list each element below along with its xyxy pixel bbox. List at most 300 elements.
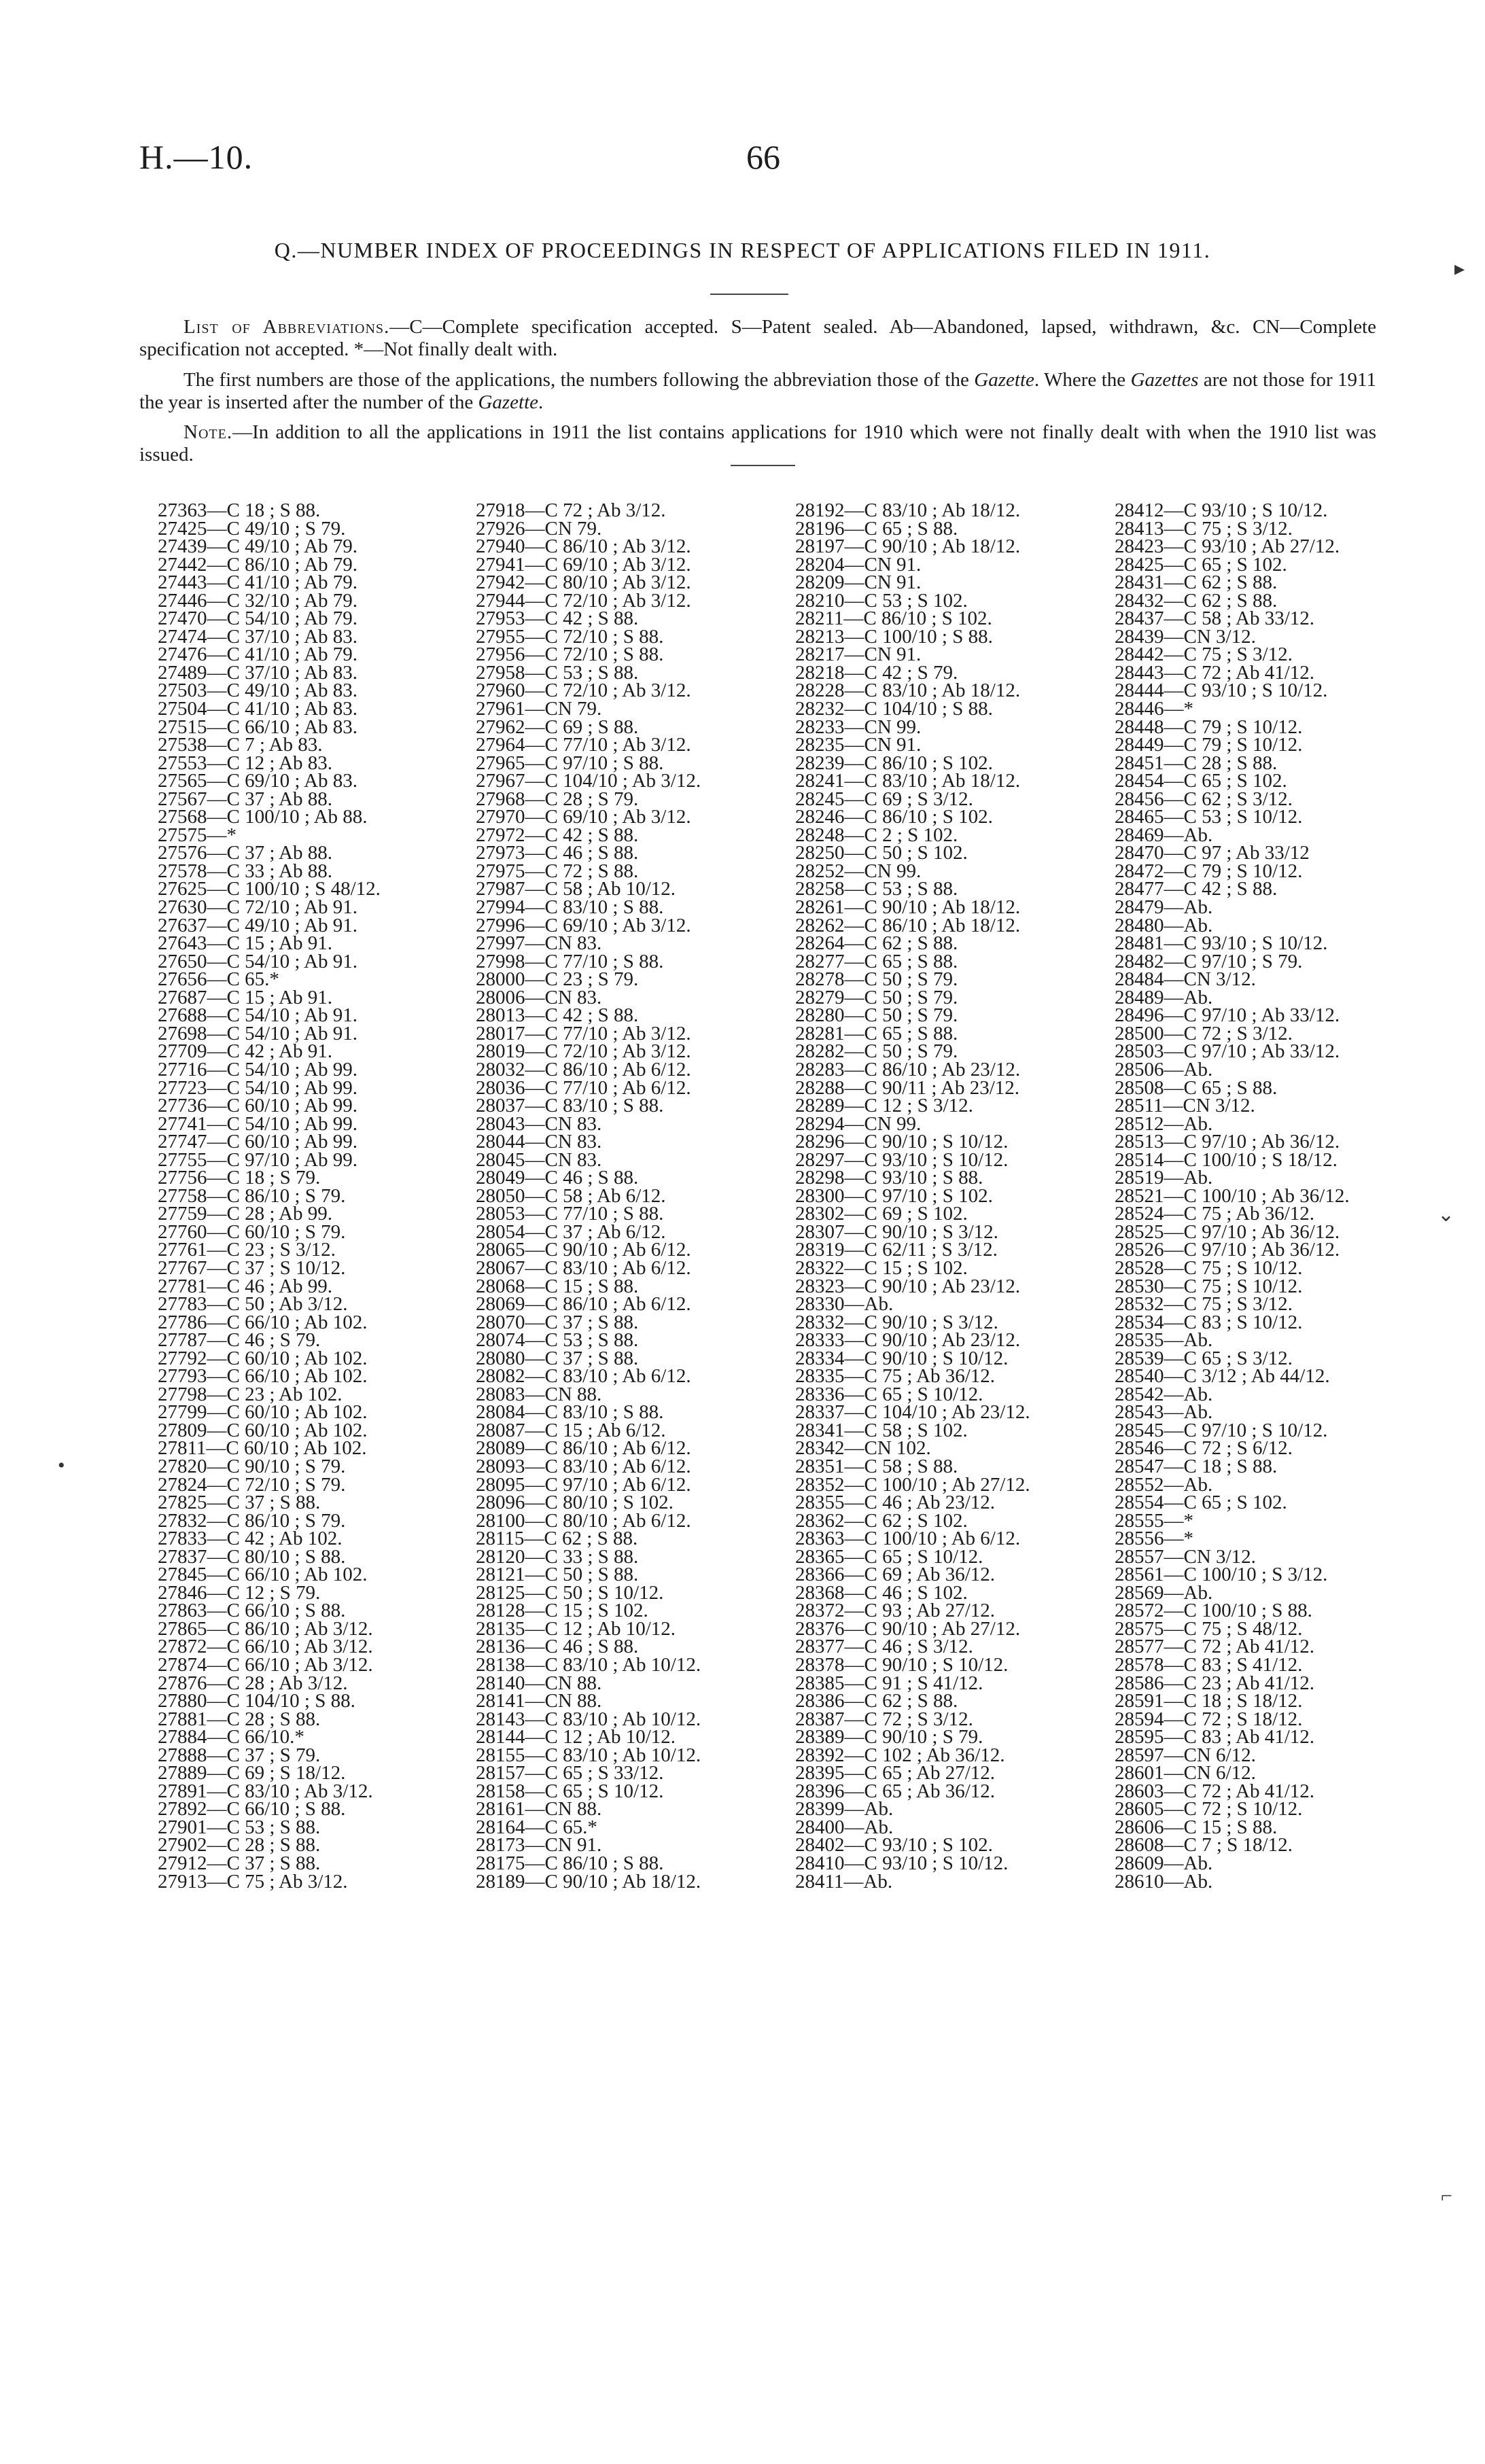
index-entry: 28456—C 62 ; S 3/12. [1115,788,1293,810]
index-column-4 [1115,499,1350,1893]
page-number: 66 [746,138,780,176]
index-entry: 27964—C 77/10 ; Ab 3/12. [476,734,691,756]
index-entry: 28262—C 86/10 ; Ab 18/12. [795,914,1021,936]
index-entry: 28334—C 90/10 ; S 10/12. [795,1347,1009,1369]
index-entry: 28552—Ab. [1115,1473,1213,1496]
index-entry: 28053—C 77/10 ; S 88. [476,1203,664,1225]
index-entry: 28258—C 53 ; S 88. [795,878,958,900]
index-entry: 28432—C 62 ; S 88. [1115,589,1278,612]
index-entry: 27716—C 54/10 ; Ab 99. [158,1058,358,1080]
section-title: Q.—NUMBER INDEX OF PROCEEDINGS IN RESPECT OF APPLICATIONS FILED IN 1911. [274,238,1211,262]
index-entry: 28068—C 15 ; S 88. [476,1275,639,1297]
index-entry: 28413—C 75 ; S 3/12. [1115,517,1293,540]
index-entry: 27767—C 37 ; S 10/12. [158,1256,346,1279]
index-entry: 28506—Ab. [1115,1058,1213,1080]
index-entry: 27786—C 66/10 ; Ab 102. [158,1311,368,1333]
index-entry: 28228—C 83/10 ; Ab 18/12. [795,680,1021,702]
index-entry: 28049—C 46 ; S 88. [476,1167,639,1189]
index-entry: 28519—Ab. [1115,1167,1213,1189]
index-entry: 27538—C 7 ; Ab 83. [158,734,323,756]
abbreviations-label: List of Abbreviations. [184,316,390,338]
index-entry: 28136—C 46 ; S 88. [476,1636,639,1658]
index-entry: 27439—C 49/10 ; Ab 79. [158,535,358,558]
index-entry: 28248—C 2 ; S 102. [795,824,958,846]
note-label: Note. [184,421,233,443]
index-entry: 27820—C 90/10 ; S 79. [158,1455,346,1477]
index-entry: 28017—C 77/10 ; Ab 3/12. [476,1022,691,1044]
index-entry: 27575—* [158,824,237,846]
index-entry: 28542—Ab. [1115,1383,1213,1405]
index-entry: 28044—CN 83. [476,1131,602,1153]
index-entry: 28410—C 93/10 ; S 10/12. [795,1852,1009,1875]
index-entry: 27975—C 72 ; S 88. [476,860,639,882]
index-entry: 28332—C 90/10 ; S 3/12. [795,1311,998,1333]
index-entry: 27756—C 18 ; S 79. [158,1167,321,1189]
index-entry: 27798—C 23 ; Ab 102. [158,1383,343,1405]
index-entry: 28300—C 97/10 ; S 102. [795,1184,993,1207]
index-entry: 28365—C 65 ; S 10/12. [795,1545,983,1568]
index-entry: 28294—CN 99. [795,1112,922,1135]
index-entry: 28037—C 83/10 ; S 88. [476,1095,664,1117]
index-entry: 28451—C 28 ; S 88. [1115,752,1278,774]
index-entry: 27787—C 46 ; S 79. [158,1329,321,1352]
index-entry: 28610—Ab. [1115,1870,1213,1893]
index-entry: 28423—C 93/10 ; Ab 27/12. [1115,535,1340,558]
index-entry: 27825—C 37 ; S 88. [158,1492,321,1514]
index-entry: 27630—C 72/10 ; Ab 91. [158,896,358,919]
index-entry: 28472—C 79 ; S 10/12. [1115,860,1303,882]
index-entry: 28446—* [1115,698,1193,720]
index-entry: 27912—C 37 ; S 88. [158,1852,321,1875]
index-entry: 28204—CN 91. [795,553,922,576]
index-entry: 27953—C 42 ; S 88. [476,608,639,630]
index-entry: 28082—C 83/10 ; Ab 6/12. [476,1365,691,1388]
index-entry: 27876—C 28 ; Ab 3/12. [158,1672,348,1694]
index-entry: 28155—C 83/10 ; Ab 10/12. [476,1744,701,1766]
index-entry: 27760—C 60/10 ; S 79. [158,1220,346,1243]
gazette-note-paragraph [139,369,1376,414]
index-entry: 27996—C 69/10 ; Ab 3/12. [476,914,691,936]
index-entry: 28043—CN 83. [476,1112,602,1135]
gazette-note-text: are not those for 1911 the year is inserted after the number of the [139,369,1376,413]
index-entry: 28500—C 72 ; S 3/12. [1115,1022,1293,1044]
index-entry: 28000—C 23 ; S 79. [476,968,639,991]
title-divider [710,294,788,295]
index-entry: 27962—C 69 ; S 88. [476,716,639,738]
index-entry: 28481—C 93/10 ; S 10/12. [1115,932,1328,955]
index-entry: 27987—C 58 ; Ab 10/12. [476,878,676,900]
index-entry: 28557—CN 3/12. [1115,1545,1256,1568]
index-entry: 27961—CN 79. [476,698,602,720]
index-entry: 28096—C 80/10 ; S 102. [476,1492,674,1514]
index-entry: 27880—C 104/10 ; S 88. [158,1690,355,1712]
index-column-3 [795,499,1030,1893]
index-entry: 28296—C 90/10 ; S 10/12. [795,1131,1009,1153]
index-entry: 28575—C 75 ; S 48/12. [1115,1617,1303,1640]
index-entry: 27442—C 86/10 ; Ab 79. [158,553,358,576]
index-entry: 28297—C 93/10 ; S 10/12. [795,1148,1009,1171]
index-entry: 27781—C 46 ; Ab 99. [158,1275,332,1297]
index-entry: 28525—C 97/10 ; Ab 36/12. [1115,1220,1340,1243]
index-entry: 27967—C 104/10 ; Ab 3/12. [476,770,701,792]
index-entry: 28597—CN 6/12. [1115,1744,1256,1766]
gazette-note-text: . [538,391,544,413]
index-entry: 27761—C 23 ; S 3/12. [158,1239,336,1261]
index-entry: 27637—C 49/10 ; Ab 91. [158,914,358,936]
index-column-1 [158,499,381,1893]
index-entry: 28323—C 90/10 ; Ab 23/12. [795,1275,1021,1297]
page-reference: H.—10. [139,138,254,176]
index-entry: 28521—C 100/10 ; Ab 36/12. [1115,1184,1350,1207]
index-entry: 28449—C 79 ; S 10/12. [1115,734,1303,756]
margin-mark: • [58,1454,65,1477]
index-entry: 28218—C 42 ; S 79. [795,661,958,684]
index-entry: 27973—C 46 ; S 88. [476,842,639,864]
intro-divider [731,465,795,466]
index-entry: 27736—C 60/10 ; Ab 99. [158,1095,358,1117]
index-entry: 28448—C 79 ; S 10/12. [1115,716,1303,738]
index-entry: 27944—C 72/10 ; Ab 3/12. [476,589,691,612]
index-entry: 27994—C 83/10 ; S 88. [476,896,664,919]
index-entry: 27874—C 66/10 ; Ab 3/12. [158,1654,373,1676]
margin-mark: ⌄ [1437,1203,1455,1226]
index-entry: 28425—C 65 ; S 102. [1115,553,1287,576]
index-entry: 27998—C 77/10 ; S 88. [476,950,664,972]
index-entry: 27568—C 100/10 ; Ab 88. [158,806,368,828]
index-entry: 27913—C 75 ; Ab 3/12. [158,1870,348,1893]
index-entry: 27997—CN 83. [476,932,602,955]
index-entry: 28437—C 58 ; Ab 33/12. [1115,608,1315,630]
index-entry: 28175—C 86/10 ; S 88. [476,1852,664,1875]
index-entry: 28514—C 100/10 ; S 18/12. [1115,1148,1338,1171]
index-entry: 28377—C 46 ; S 3/12. [795,1636,973,1658]
index-entry: 28477—C 42 ; S 88. [1115,878,1278,900]
index-entry: 28392—C 102 ; Ab 36/12. [795,1744,1005,1766]
index-entry: 28239—C 86/10 ; S 102. [795,752,993,774]
index-entry: 28083—CN 88. [476,1383,602,1405]
index-entry: 28400—Ab. [795,1816,894,1838]
index-entry: 27968—C 28 ; S 79. [476,788,639,810]
index-entry: 27515—C 66/10 ; Ab 83. [158,716,358,738]
gazette-note-text: The first numbers are those of the applications, the numbers following the abbreviation those of the [184,369,975,391]
index-entry: 27956—C 72/10 ; S 88. [476,644,664,666]
index-entry: 28389—C 90/10 ; S 79. [795,1726,983,1748]
margin-mark: ▸ [1454,258,1465,280]
index-entry: 27758—C 86/10 ; S 79. [158,1184,346,1207]
index-entry: 28235—CN 91. [795,734,922,756]
gazette-word: Gazette [974,369,1034,391]
index-entry: 28489—Ab. [1115,986,1213,1008]
index-entry: 27688—C 54/10 ; Ab 91. [158,1004,358,1027]
index-entry: 28120—C 33 ; S 88. [476,1545,639,1568]
index-entry: 28335—C 75 ; Ab 36/12. [795,1365,996,1388]
index-entry: 28366—C 69 ; Ab 36/12. [795,1564,996,1586]
index-entry: 28144—C 12 ; Ab 10/12. [476,1726,676,1748]
index-entry: 28192—C 83/10 ; Ab 18/12. [795,499,1021,521]
index-entry: 28355—C 46 ; Ab 23/12. [795,1492,996,1514]
index-entry: 27470—C 54/10 ; Ab 79. [158,608,358,630]
index-entry: 27504—C 41/10 ; Ab 83. [158,698,358,720]
index-entry: 28480—Ab. [1115,914,1213,936]
index-entry: 27503—C 49/10 ; Ab 83. [158,680,358,702]
index-entry: 28089—C 86/10 ; Ab 6/12. [476,1437,691,1460]
index-entry: 28138—C 83/10 ; Ab 10/12. [476,1654,701,1676]
index-entry: 28233—CN 99. [795,716,922,738]
index-entry: 28496—C 97/10 ; Ab 33/12. [1115,1004,1340,1027]
index-entry: 28337—C 104/10 ; Ab 23/12. [795,1401,1030,1424]
index-entry: 28555—* [1115,1509,1193,1532]
index-entry: 28217—CN 91. [795,644,922,666]
index-entry: 28250—C 50 ; S 102. [795,842,968,864]
index-entry: 28161—CN 88. [476,1798,602,1820]
index-entry: 27809—C 60/10 ; Ab 102. [158,1419,368,1441]
index-entry: 28100—C 80/10 ; Ab 6/12. [476,1509,691,1532]
index-entry: 28050—C 58 ; Ab 6/12. [476,1184,666,1207]
index-entry: 28603—C 72 ; Ab 41/12. [1115,1780,1315,1802]
index-entry: 28241—C 83/10 ; Ab 18/12. [795,770,1021,792]
index-entry: 28157—C 65 ; S 33/12. [476,1762,664,1784]
index-entry: 28135—C 12 ; Ab 10/12. [476,1617,676,1640]
index-entry: 28543—Ab. [1115,1401,1213,1424]
index-entry: 27687—C 15 ; Ab 91. [158,986,332,1008]
index-entry: 28264—C 62 ; S 88. [795,932,958,955]
index-entry: 27650—C 54/10 ; Ab 91. [158,950,358,972]
index-entry: 28385—C 91 ; S 41/12. [795,1672,983,1694]
index-entry: 27709—C 42 ; Ab 91. [158,1040,332,1063]
index-entry: 27960—C 72/10 ; Ab 3/12. [476,680,691,702]
index-entry: 28252—CN 99. [795,860,922,882]
index-entry: 28087—C 15 ; Ab 6/12. [476,1419,666,1441]
index-entry: 28402—C 93/10 ; S 102. [795,1834,993,1856]
index-entry: 27872—C 66/10 ; Ab 3/12. [158,1636,373,1658]
index-entry: 27965—C 97/10 ; S 88. [476,752,664,774]
index-entry: 27832—C 86/10 ; S 79. [158,1509,346,1532]
index-entry: 28479—Ab. [1115,896,1213,919]
index-entry: 27643—C 15 ; Ab 91. [158,932,332,955]
index-entry: 28569—Ab. [1115,1581,1213,1604]
index-entry: 28307—C 90/10 ; S 3/12. [795,1220,998,1243]
index-entry: 27567—C 37 ; Ab 88. [158,788,332,810]
index-entry: 28561—C 100/10 ; S 3/12. [1115,1564,1328,1586]
index-entry: 28336—C 65 ; S 10/12. [795,1383,983,1405]
index-entry: 28341—C 58 ; S 102. [795,1419,968,1441]
index-entry: 28277—C 65 ; S 88. [795,950,958,972]
index-entry: 27698—C 54/10 ; Ab 91. [158,1022,358,1044]
index-entry: 28540—C 3/12 ; Ab 44/12. [1115,1365,1330,1388]
index-entry: 28572—C 100/10 ; S 88. [1115,1600,1312,1622]
index-entry: 28054—C 37 ; Ab 6/12. [476,1220,666,1243]
index-entry: 28115—C 62 ; S 88. [476,1528,638,1550]
index-entry: 27941—C 69/10 ; Ab 3/12. [476,553,691,576]
index-entry: 27846—C 12 ; S 79. [158,1581,321,1604]
index-entry: 28606—C 15 ; S 88. [1115,1816,1278,1838]
index-entry: 28399—Ab. [795,1798,894,1820]
index-entry: 27476—C 41/10 ; Ab 79. [158,644,358,666]
index-entry: 28578—C 83 ; S 41/12. [1115,1654,1303,1676]
index-entry: 28158—C 65 ; S 10/12. [476,1780,664,1802]
index-entry: 27759—C 28 ; Ab 99. [158,1203,332,1225]
index-entry: 28545—C 97/10 ; S 10/12. [1115,1419,1328,1441]
index-entry: 27656—C 65.* [158,968,279,991]
index-entry: 27889—C 69 ; S 18/12. [158,1762,346,1784]
index-entry: 27578—C 33 ; Ab 88. [158,860,332,882]
index-entry: 28396—C 65 ; Ab 36/12. [795,1780,996,1802]
index-entry: 27892—C 66/10 ; S 88. [158,1798,346,1820]
index-entry: 27881—C 28 ; S 88. [158,1708,321,1730]
index-entry: 28444—C 93/10 ; S 10/12. [1115,680,1328,702]
index-entry: 27833—C 42 ; Ab 102. [158,1528,343,1550]
index-entry: 28362—C 62 ; S 102. [795,1509,968,1532]
index-entry: 28095—C 97/10 ; Ab 6/12. [476,1473,691,1496]
index-entry: 28609—Ab. [1115,1852,1213,1875]
index-entry: 28411—Ab. [795,1870,893,1893]
index-entry: 28246—C 86/10 ; S 102. [795,806,993,828]
index-entry: 27901—C 53 ; S 88. [158,1816,321,1838]
index-entry: 27902—C 28 ; S 88. [158,1834,321,1856]
gazette-word: Gazettes [1130,369,1199,391]
index-entry: 28084—C 83/10 ; S 88. [476,1401,664,1424]
index-entry: 27446—C 32/10 ; Ab 79. [158,589,358,612]
index-entry: 28261—C 90/10 ; Ab 18/12. [795,896,1021,919]
index-entry: 28213—C 100/10 ; S 88. [795,625,993,648]
index-entry: 27970—C 69/10 ; Ab 3/12. [476,806,691,828]
index-entry: 27884—C 66/10.* [158,1726,304,1748]
index-entry: 27958—C 53 ; S 88. [476,661,639,684]
index-entry: 28454—C 65 ; S 102. [1115,770,1287,792]
index-entry: 28281—C 65 ; S 88. [795,1022,958,1044]
index-entry: 28319—C 62/11 ; S 3/12. [795,1239,998,1261]
index-entry: 28539—C 65 ; S 3/12. [1115,1347,1293,1369]
index-entry: 28526—C 97/10 ; Ab 36/12. [1115,1239,1340,1261]
index-entry: 27891—C 83/10 ; Ab 3/12. [158,1780,373,1802]
index-entry: 27792—C 60/10 ; Ab 102. [158,1347,368,1369]
index-entry: 28093—C 83/10 ; Ab 6/12. [476,1455,691,1477]
index-entry: 28036—C 77/10 ; Ab 6/12. [476,1076,691,1099]
index-entry: 28278—C 50 ; S 79. [795,968,958,991]
index-entry: 28322—C 15 ; S 102. [795,1256,968,1279]
index-entry: 28372—C 93 ; Ab 27/12. [795,1600,996,1622]
index-entry: 28143—C 83/10 ; Ab 10/12. [476,1708,701,1730]
index-entry: 27443—C 41/10 ; Ab 79. [158,571,358,594]
index-entry: 28280—C 50 ; S 79. [795,1004,958,1027]
index-entry: 28469—Ab. [1115,824,1213,846]
index-entry: 28211—C 86/10 ; S 102. [795,608,992,630]
index-entry: 28503—C 97/10 ; Ab 33/12. [1115,1040,1340,1063]
index-entry: 27723—C 54/10 ; Ab 99. [158,1076,358,1099]
index-entry: 27918—C 72 ; Ab 3/12. [476,499,666,521]
index-entry: 28556—* [1115,1528,1193,1550]
index-entry: 28141—CN 88. [476,1690,602,1712]
index-entry: 28595—C 83 ; Ab 41/12. [1115,1726,1315,1748]
index-entry: 28125—C 50 ; S 10/12. [476,1581,664,1604]
index-entry: 28288—C 90/11 ; Ab 23/12. [795,1076,1020,1099]
index-entry: 27576—C 37 ; Ab 88. [158,842,332,864]
index-entry: 28173—CN 91. [476,1834,602,1856]
index-entry: 28279—C 50 ; S 79. [795,986,958,1008]
index-entry: 28534—C 83 ; S 10/12. [1115,1311,1303,1333]
index-entry: 28378—C 90/10 ; S 10/12. [795,1654,1009,1676]
index-entry: 28395—C 65 ; Ab 27/12. [795,1762,996,1784]
index-entry: 28210—C 53 ; S 102. [795,589,968,612]
index-entry: 28470—C 97 ; Ab 33/12 [1115,842,1310,864]
index-entry: 28465—C 53 ; S 10/12. [1115,806,1303,828]
index-entry: 27865—C 86/10 ; Ab 3/12. [158,1617,373,1640]
index-entry: 28482—C 97/10 ; S 79. [1115,950,1303,972]
index-entry: 27811—C 60/10 ; Ab 102. [158,1437,367,1460]
index-entry: 28511—CN 3/12. [1115,1095,1255,1117]
index-entry: 27741—C 54/10 ; Ab 99. [158,1112,358,1135]
index-entry: 28439—CN 3/12. [1115,625,1256,648]
index-entry: 28547—C 18 ; S 88. [1115,1455,1278,1477]
index-entry: 27972—C 42 ; S 88. [476,824,639,846]
note-paragraph [139,421,1376,466]
index-entry: 28442—C 75 ; S 3/12. [1115,644,1293,666]
index-entry: 27888—C 37 ; S 79. [158,1744,321,1766]
index-entry: 28591—C 18 ; S 18/12. [1115,1690,1303,1712]
index-entry: 28601—CN 6/12. [1115,1762,1256,1784]
index-entry: 28067—C 83/10 ; Ab 6/12. [476,1256,691,1279]
index-column-2 [476,499,701,1893]
index-entry: 27799—C 60/10 ; Ab 102. [158,1401,368,1424]
index-entry: 28594—C 72 ; S 18/12. [1115,1708,1303,1730]
gazette-word: Gazette [478,391,539,413]
index-entry: 28330—Ab. [795,1293,894,1316]
index-entry: 27625—C 100/10 ; S 48/12. [158,878,381,900]
index-entry: 27863—C 66/10 ; S 88. [158,1600,346,1622]
index-entry: 28140—CN 88. [476,1672,602,1694]
index-entry: 27553—C 12 ; Ab 83. [158,752,332,774]
index-entry: 28333—C 90/10 ; Ab 23/12. [795,1329,1021,1352]
index-entry: 28342—CN 102. [795,1437,931,1460]
index-entry: 28376—C 90/10 ; Ab 27/12. [795,1617,1021,1640]
index-entry: 28363—C 100/10 ; Ab 6/12. [795,1528,1021,1550]
index-entry: 28070—C 37 ; S 88. [476,1311,639,1333]
index-entry: 28197—C 90/10 ; Ab 18/12. [795,535,1021,558]
index-entry: 27824—C 72/10 ; S 79. [158,1473,346,1496]
index-entry: 28164—C 65.* [476,1816,597,1838]
index-entry: 28302—C 69 ; S 102. [795,1203,968,1225]
index-entry: 27926—CN 79. [476,517,602,540]
index-entry: 28282—C 50 ; S 79. [795,1040,958,1063]
index-entry: 28245—C 69 ; S 3/12. [795,788,973,810]
index-entry: 28189—C 90/10 ; Ab 18/12. [476,1870,701,1893]
index-entry: 28412—C 93/10 ; S 10/12. [1115,499,1328,521]
index-entry: 28535—Ab. [1115,1329,1213,1352]
index-entry: 27565—C 69/10 ; Ab 83. [158,770,358,792]
index-entry: 28387—C 72 ; S 3/12. [795,1708,973,1730]
index-entry: 28546—C 72 ; S 6/12. [1115,1437,1293,1460]
index-entry: 28530—C 75 ; S 10/12. [1115,1275,1303,1297]
index-entry: 27940—C 86/10 ; Ab 3/12. [476,535,691,558]
abbreviations-paragraph [139,316,1376,361]
index-entry: 28065—C 90/10 ; Ab 6/12. [476,1239,691,1261]
margin-mark: ⌐ [1441,2185,1452,2207]
index-entry: 28431—C 62 ; S 88. [1115,571,1278,594]
index-entry: 28298—C 93/10 ; S 88. [795,1167,983,1189]
index-entry: 28196—C 65 ; S 88. [795,517,958,540]
index-entry: 27363—C 18 ; S 88. [158,499,321,521]
index-entry: 28532—C 75 ; S 3/12. [1115,1293,1293,1316]
index-entry: 27845—C 66/10 ; Ab 102. [158,1564,368,1586]
index-entry: 28512—Ab. [1115,1112,1213,1135]
index-entry: 28080—C 37 ; S 88. [476,1347,639,1369]
index-entry: 28443—C 72 ; Ab 41/12. [1115,661,1315,684]
abbreviations-text: —C—Complete specification accepted. S—Patent sealed. Ab—Abandoned, lapsed, withdrawn, &c. CN—Complete specification not accepted. *—Not finally dealt with. [139,316,1376,360]
index-entry: 27837—C 80/10 ; S 88. [158,1545,346,1568]
index-entry: 28508—C 65 ; S 88. [1115,1076,1278,1099]
index-entry: 28352—C 100/10 ; Ab 27/12. [795,1473,1030,1496]
index-entry: 28069—C 86/10 ; Ab 6/12. [476,1293,691,1316]
